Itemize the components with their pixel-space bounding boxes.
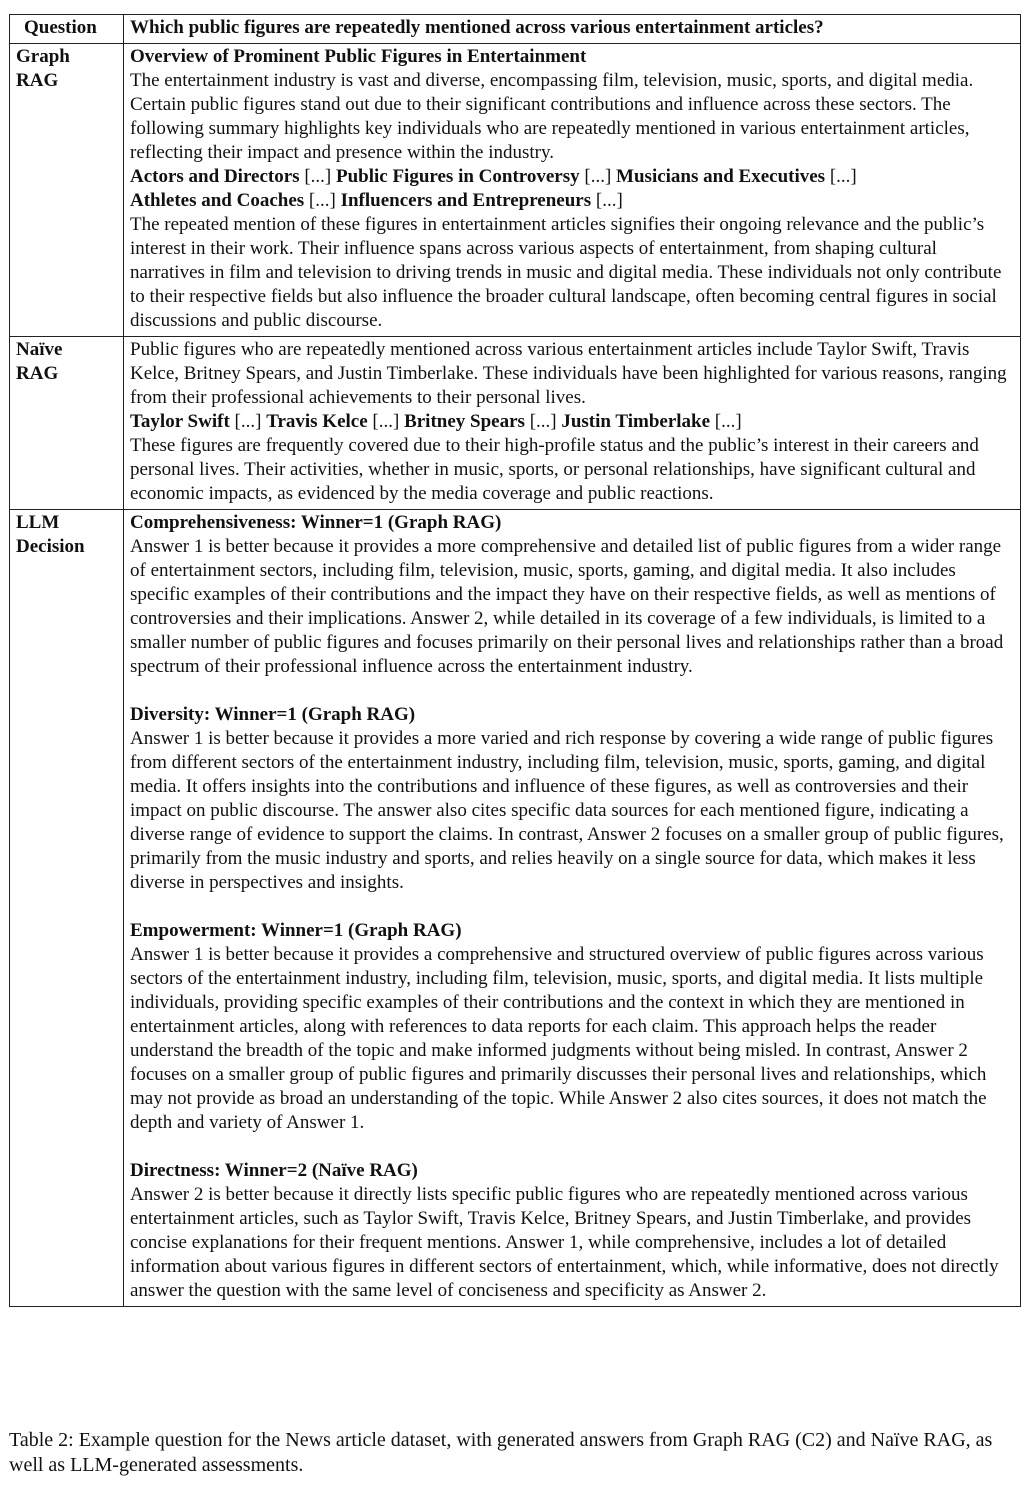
llm-decision-content — [124, 510, 1021, 1307]
graph-rag-sections — [130, 165, 1014, 213]
llm-decision-label: LLM Decision — [10, 510, 124, 1307]
person-name: Travis Kelce — [266, 411, 368, 432]
section-title: Athletes and Coaches — [130, 190, 305, 211]
person-name: Britney Spears — [404, 411, 525, 432]
criterion-heading: Directness: Winner=2 (Naïve RAG) — [130, 1160, 418, 1181]
llm-decision-row — [10, 510, 1021, 1307]
graph-rag-row — [10, 44, 1021, 337]
section-title: Actors and Directors — [130, 166, 300, 187]
naive-rag-row — [10, 337, 1021, 510]
criterion-spacer — [130, 679, 1014, 703]
question-text: Which public figures are repeatedly mentioned across various entertainment articles? — [124, 15, 1021, 44]
name-ellipsis: [...] — [710, 411, 742, 432]
section-title: Influencers and Entrepreneurs — [340, 190, 592, 211]
person-name: Justin Timberlake — [561, 411, 711, 432]
criterion-text: Answer 1 is better because it provides a more varied and rich response by covering a wide range of public figures from different sectors of the entertainment industry, including film, television, music, sports, gaming, and digital media. It offers insights into the contributions and influence of these figures, as well as controversies and their impact on public discourse. The answer also cites specific data sources for each mentioned figure, indicating a diverse range of evidence to support the claims. In contrast, Answer 2 focuses on a smaller group of public figures, primarily from the music industry and sports, and relies heavily on a single source for data, which makes it less diverse in perspectives and insights. — [130, 728, 1004, 893]
section-ellipsis: [...] — [299, 166, 336, 187]
section-title: Public Figures in Controversy — [335, 166, 580, 187]
section-ellipsis: [...] — [304, 190, 341, 211]
name-ellipsis: [...] — [524, 411, 562, 432]
criterion-spacer — [130, 1135, 1014, 1159]
naive-rag-names — [130, 410, 1014, 434]
graph-rag-conclusion: The repeated mention of these figures in entertainment articles signifies their ongoing relevance and the public’s interest in their work. Their influence spans across various aspects of entertainment, from shaping cultural narratives in film and television to driving trends in music and digital media. These individuals not only contribute to their respective fields but also influence the broader cultural landscape, often becoming central figures in social discussions and public discourse. — [130, 214, 1002, 331]
section-title: Musicians and Executives — [616, 166, 826, 187]
criterion-heading: Comprehensiveness: Winner=1 (Graph RAG) — [130, 512, 502, 533]
person-name: Taylor Swift — [130, 411, 230, 432]
criterion-text: Answer 1 is better because it provides a more comprehensive and detailed list of public figures from a wider range of entertainment sectors, including film, television, music, sports, gaming, and digital media. It also includes specific examples of their contributions and the impact they have on their respective fields, as well as mentions of controversies and their implications. Answer 2, while detailed in its coverage of a few individuals, is limited to a smaller number of public figures and focuses primarily on their personal lives and relationships rather than a broad spectrum of their professional influence across the entertainment industry. — [130, 536, 1004, 677]
qa-comparison-table — [9, 14, 1021, 1307]
name-ellipsis: [...] — [229, 411, 267, 432]
criterion-spacer — [130, 895, 1014, 919]
criterion-text: Answer 1 is better because it provides a comprehensive and structured overview of public figures across various sectors of the entertainment industry, including film, television, music, sports, and digital media. It lists multiple individuals, providing specific examples of their contributions and the context in which they are mentioned in entertainment articles, along with references to data reports for each claim. This approach helps the reader understand the breadth of the topic and make informed judgments without being misled. In contrast, Answer 2 focuses on a smaller group of public figures and primarily discusses their personal lives and relationships, which may not provide as broad an understanding of the topic. While Answer 2 also cites sources, it does not match the depth and variety of Answer 1. — [130, 944, 987, 1133]
question-row — [10, 15, 1021, 44]
naive-rag-conclusion: These figures are frequently covered due to their high-profile status and the public’s interest in their careers and personal lives. Their activities, whether in music, sports, or personal relationships, have significant cultural and economic impacts, as evidenced by the media coverage and public reactions. — [130, 435, 979, 504]
naive-rag-label: Naïve RAG — [10, 337, 124, 510]
naive-rag-intro: Public figures who are repeatedly mentioned across various entertainment articles include Taylor Swift, Travis Kelce, Britney Spears, and Justin Timberlake. These individuals have been highlighted for various reasons, ranging from their professional achievements to their personal lives. — [130, 339, 1007, 408]
criterion-heading: Empowerment: Winner=1 (Graph RAG) — [130, 920, 462, 941]
name-ellipsis: [...] — [367, 411, 405, 432]
table-caption: Table 2: Example question for the News article dataset, with generated answers from Graph RAG (C2) and Naïve RAG, as well as LLM-generated assessments. — [9, 1429, 993, 1476]
graph-rag-heading: Overview of Prominent Public Figures in Entertainment — [130, 46, 587, 67]
naive-rag-answer — [124, 337, 1021, 510]
section-ellipsis: [...] — [579, 166, 617, 187]
question-label: Question — [10, 15, 124, 44]
graph-rag-answer — [124, 44, 1021, 337]
criterion-heading: Diversity: Winner=1 (Graph RAG) — [130, 704, 416, 725]
graph-rag-intro: The entertainment industry is vast and diverse, encompassing film, television, music, sports, and digital media. Certain public figures stand out due to their significant contributions and influence across these sectors. The following summary highlights key individuals who are repeatedly mentioned in various entertainment articles, reflecting their impact and presence within the industry. — [130, 70, 974, 163]
criterion-text: Answer 2 is better because it directly lists specific public figures who are repeatedly mentioned across various entertainment articles, such as Taylor Swift, Travis Kelce, Britney Spears, and Justin Timberlake, and provides concise explanations for their frequent mentions. Answer 1, while comprehensive, includes a lot of detailed information about various figures in different sectors of entertainment, which, while informative, does not directly answer the question with the same level of conciseness and specificity as Answer 2. — [130, 1184, 999, 1301]
section-ellipsis: [...] — [825, 166, 862, 187]
section-ellipsis: [...] — [591, 190, 623, 211]
graph-rag-label: Graph RAG — [10, 44, 124, 337]
